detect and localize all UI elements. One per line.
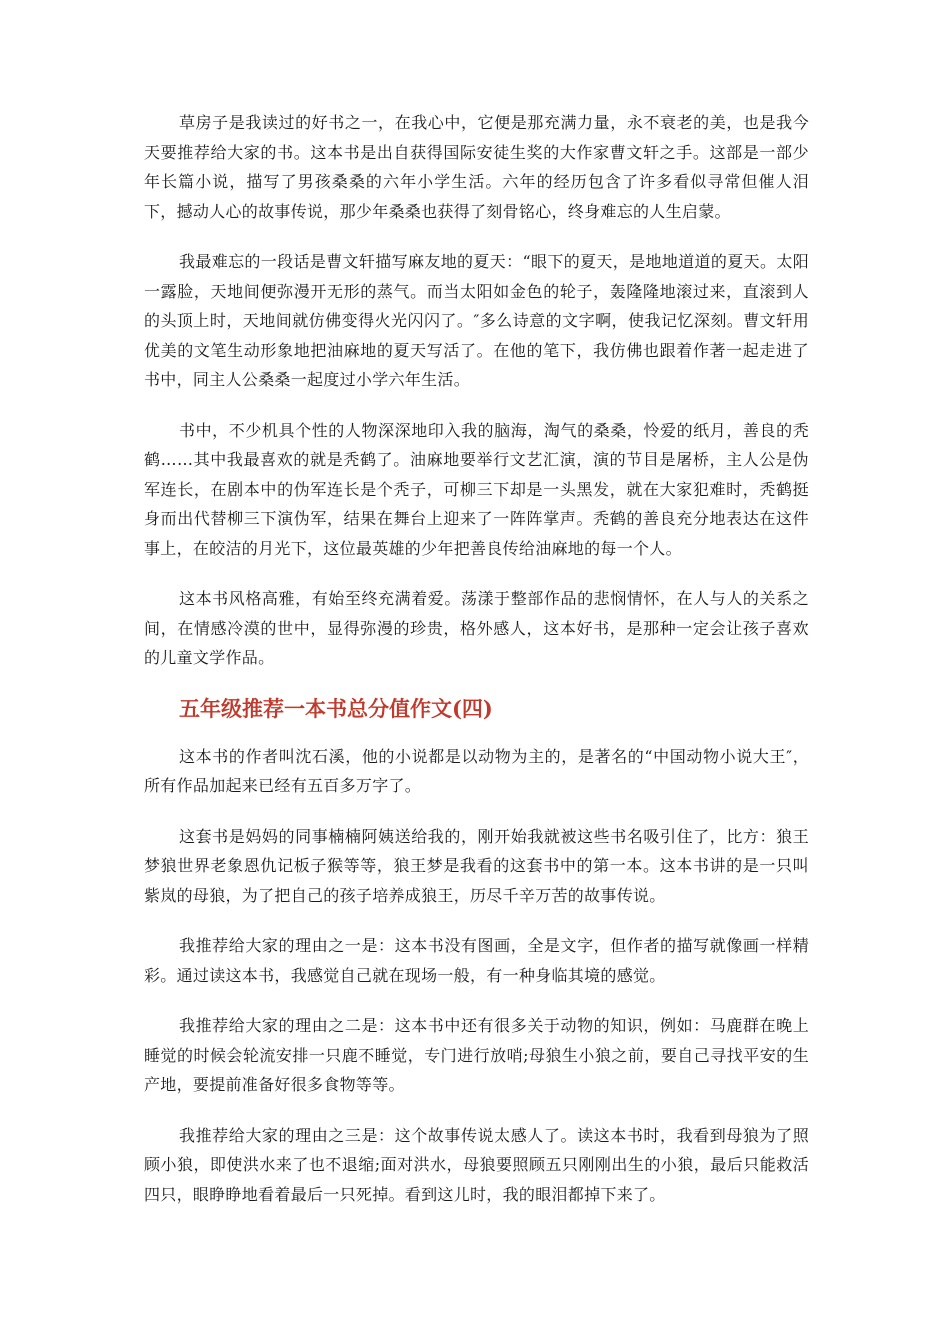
section-heading: 五年级推荐一本书总分值作文(四) — [179, 695, 493, 721]
paragraph: 这本书风格高雅，有始至终充满着爱。荡漾于整部作品的悲悯情怀，在人与人的关系之间，在情感冷漠的世中，显得弥漫的珍贵，格外感人，这本好书，是那种一定会让孩子喜欢的儿童文学作品。 — [144, 589, 809, 667]
paragraph: 我推荐给大家的理由之二是：这本书中还有很多关于动物的知识，例如：马鹿群在晚上睡觉的时候会轮流安排一只鹿不睡觉，专门进行放哨;母狼生小狼之前，要自己寻找平安的生产地，要提前准备好很多食物等等。 — [144, 1016, 809, 1094]
paragraph: 我推荐给大家的理由之一是：这本书没有图画，全是文字，但作者的描写就像画一样精彩。通过读这本书，我感觉自己就在现场一般，有一种身临其境的感觉。 — [144, 936, 809, 985]
document-page — [144, 108, 809, 1230]
paragraph: 这本书的作者叫沈石溪，他的小说都是以动物为主的，是著名的“中国动物小说大王″，所有作品加起来已经有五百多万字了。 — [144, 746, 809, 795]
paragraph: 我推荐给大家的理由之三是：这个故事传说太感人了。读这本书时，我看到母狼为了照顾小狼，即使洪水来了也不退缩;面对洪水，母狼要照顾五只刚刚出生的小狼，最后只能救活四只，眼睁睁地看着最后一只死掉。看到这儿时，我的眼泪都掉下来了。 — [144, 1125, 809, 1204]
paragraph: 这套书是妈妈的同事楠楠阿姨送给我的，刚开始我就被这些书名吸引住了，比方：狼王梦狼世界老象恩仇记板子猴等等，狼王梦是我看的这套书中的第一本。这本书讲的是一只叫紫岚的母狼，为了把自己的孩子培养成狼王，历尽千辛万苦的故事传说。 — [144, 826, 809, 905]
paragraph: 草房子是我读过的好书之一，在我心中，它便是那充满力量，永不衰老的美，也是我今天要推荐给大家的书。这本书是出自获得国际安徒生奖的大作家曹文轩之手。这部是一部少年长篇小说，描写了男孩桑桑的六年小学生活。六年的经历包含了许多看似寻常但催人泪下，撼动人心的故事传说，那少年桑桑也获得了刻骨铭心，终身难忘的人生启蒙。 — [144, 113, 809, 221]
paragraph: 书中，不少机具个性的人物深深地印入我的脑海，淘气的桑桑，怜爱的纸月，善良的秃鹤……其中我最喜欢的就是秃鹤了。油麻地要举行文艺汇演，演的节目是屠桥，主人公是伪军连长，在剧本中的伪军连长是个秃子，可柳三下却是一头黑发，就在大家犯难时，秃鹤挺身而出代替柳三下演伪军，结果在舞台上迎来了一阵阵掌声。秃鹤的善良充分地表达在这件事上，在皎洁的月光下，这位最英雄的少年把善良传给油麻地的每一个人。 — [144, 420, 809, 558]
paragraph: 我最难忘的一段话是曹文轩描写麻友地的夏天：“眼下的夏天，是地地道道的夏天。太阳一露脸，天地间便弥漫开无形的蒸气。而当太阳如金色的轮子，轰隆隆地滚过来，直滚到人的头顶上时，天地间就仿佛变得火光闪闪了。″多么诗意的文字啊，使我记忆深刻。曹文轩用优美的文笔生动形象地把油麻地的夏天写活了。在他的笔下，我仿佛也跟着作著一起走进了书中，同主人公桑桑一起度过小学六年生活。 — [144, 252, 809, 389]
